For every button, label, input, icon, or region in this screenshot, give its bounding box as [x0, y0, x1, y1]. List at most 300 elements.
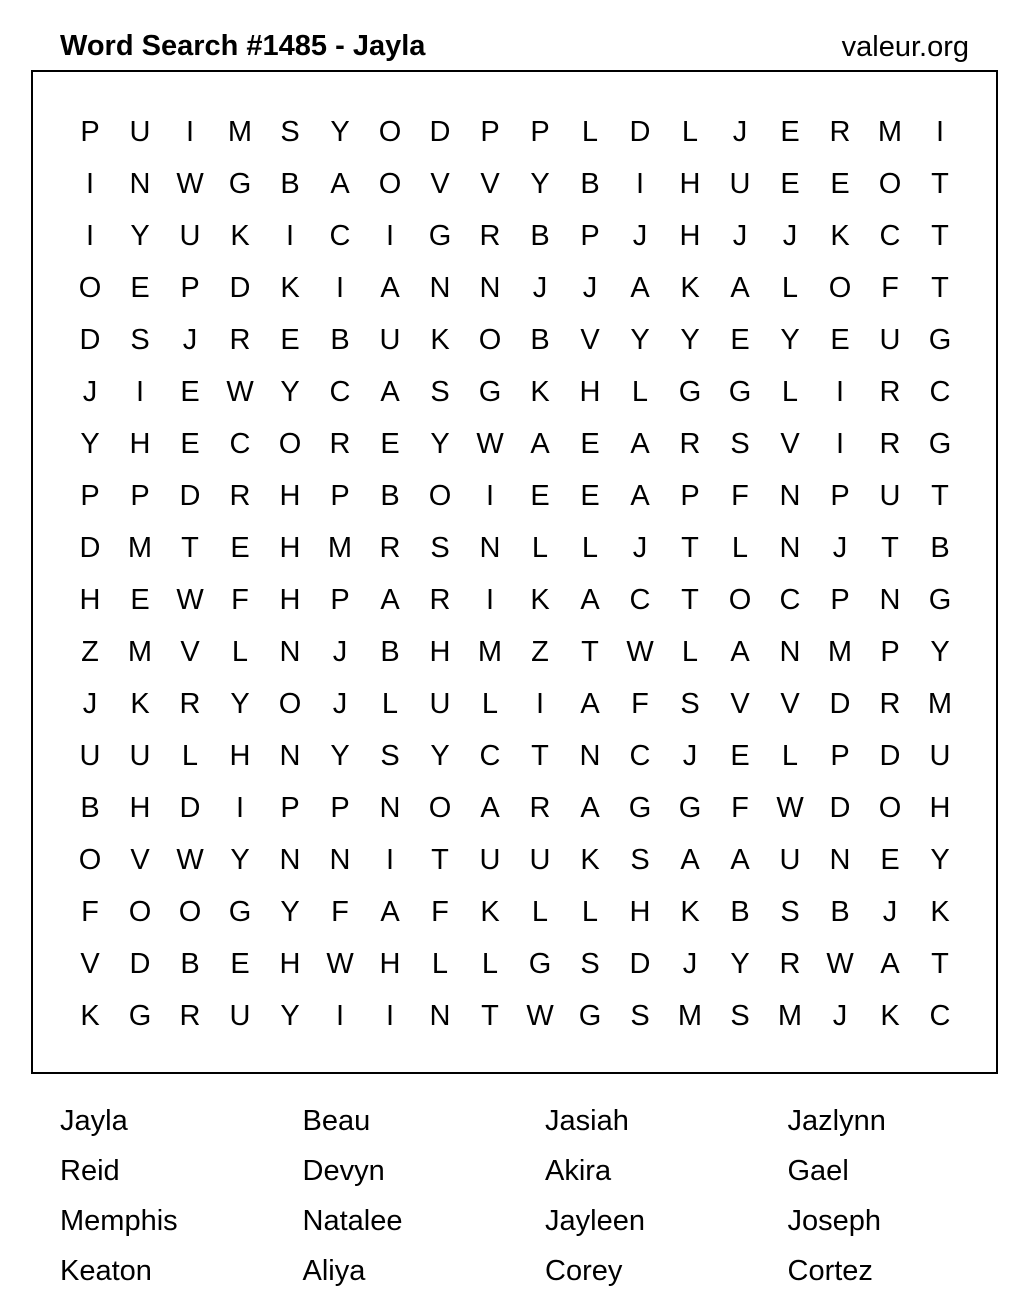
grid-letter[interactable]: J — [782, 219, 798, 252]
grid-letter[interactable]: J — [332, 635, 348, 668]
grid-letter[interactable]: P — [330, 791, 350, 824]
grid-letter[interactable]: J — [832, 531, 848, 564]
grid-letter[interactable]: V — [80, 947, 100, 980]
grid-letter[interactable]: C — [329, 375, 351, 408]
grid-letter[interactable]: V — [780, 687, 800, 720]
grid-letter[interactable]: F — [631, 687, 649, 720]
grid-letter[interactable]: K — [680, 895, 700, 928]
grid-letter[interactable]: J — [682, 947, 698, 980]
grid-letter[interactable]: Y — [330, 739, 350, 772]
grid-letter[interactable]: H — [629, 895, 651, 928]
grid-letter[interactable]: U — [479, 843, 501, 876]
grid-letter[interactable]: O — [828, 271, 852, 304]
grid-letter[interactable]: P — [330, 479, 350, 512]
grid-letter[interactable]: O — [78, 843, 102, 876]
grid-letter[interactable]: C — [629, 583, 651, 616]
grid-letter[interactable]: S — [780, 895, 800, 928]
grid-letter[interactable]: P — [580, 219, 600, 252]
grid-letter[interactable]: K — [530, 583, 550, 616]
grid-letter[interactable]: Z — [81, 635, 99, 668]
grid-letter[interactable]: K — [880, 999, 900, 1032]
grid-letter[interactable]: J — [732, 115, 748, 148]
grid-letter[interactable]: H — [579, 375, 601, 408]
grid-letter[interactable]: B — [930, 531, 950, 564]
grid-letter[interactable]: C — [879, 219, 901, 252]
grid-letter[interactable]: H — [129, 427, 151, 460]
grid-letter[interactable]: M — [777, 999, 803, 1032]
grid-letter[interactable]: Y — [80, 427, 100, 460]
grid-letter[interactable]: B — [80, 791, 100, 824]
grid-letter[interactable]: K — [80, 999, 100, 1032]
grid-letter[interactable]: T — [681, 531, 699, 564]
grid-letter[interactable]: L — [381, 687, 399, 720]
grid-letter[interactable]: W — [176, 843, 204, 876]
grid-letter[interactable]: A — [330, 167, 350, 200]
grid-letter[interactable]: J — [182, 323, 198, 356]
grid-letter[interactable]: Y — [280, 999, 300, 1032]
grid-letter[interactable]: V — [780, 427, 800, 460]
grid-letter[interactable]: T — [931, 219, 949, 252]
grid-letter[interactable]: E — [130, 271, 150, 304]
grid-letter[interactable]: S — [680, 687, 700, 720]
grid-letter[interactable]: A — [480, 791, 500, 824]
grid-letter[interactable]: R — [529, 791, 551, 824]
grid-letter[interactable]: I — [135, 375, 145, 408]
grid-letter[interactable]: C — [929, 999, 951, 1032]
grid-letter[interactable]: S — [730, 427, 750, 460]
grid-letter[interactable]: E — [380, 427, 400, 460]
grid-letter[interactable]: L — [631, 375, 649, 408]
grid-letter[interactable]: N — [279, 635, 301, 668]
grid-letter[interactable]: Y — [230, 843, 250, 876]
grid-letter[interactable]: U — [529, 843, 551, 876]
grid-letter[interactable]: T — [931, 271, 949, 304]
grid-letter[interactable]: J — [732, 219, 748, 252]
grid-letter[interactable]: P — [330, 583, 350, 616]
grid-letter[interactable]: P — [480, 115, 500, 148]
grid-letter[interactable]: H — [279, 531, 301, 564]
grid-letter[interactable]: N — [779, 531, 801, 564]
grid-letter[interactable]: Y — [530, 167, 550, 200]
grid-letter[interactable]: O — [178, 895, 202, 928]
grid-letter[interactable]: J — [682, 739, 698, 772]
grid-letter[interactable]: R — [829, 115, 851, 148]
grid-letter[interactable]: I — [485, 583, 495, 616]
grid-letter[interactable]: E — [280, 323, 300, 356]
grid-letter[interactable]: S — [430, 531, 450, 564]
grid-letter[interactable]: E — [830, 323, 850, 356]
grid-letter[interactable]: O — [378, 167, 402, 200]
grid-letter[interactable]: J — [332, 687, 348, 720]
grid-letter[interactable]: N — [129, 167, 151, 200]
grid-letter[interactable]: E — [130, 583, 150, 616]
grid-letter[interactable]: D — [179, 479, 201, 512]
grid-letter[interactable]: U — [129, 739, 151, 772]
grid-letter[interactable]: M — [677, 999, 703, 1032]
grid-letter[interactable]: E — [180, 375, 200, 408]
grid-letter[interactable]: N — [829, 843, 851, 876]
grid-letter[interactable]: K — [930, 895, 950, 928]
grid-letter[interactable]: N — [429, 999, 451, 1032]
grid-letter[interactable]: E — [730, 739, 750, 772]
grid-letter[interactable]: O — [378, 115, 402, 148]
grid-letter[interactable]: Y — [130, 219, 150, 252]
grid-letter[interactable]: N — [879, 583, 901, 616]
grid-letter[interactable]: W — [176, 167, 204, 200]
grid-letter[interactable]: P — [830, 479, 850, 512]
grid-letter[interactable]: K — [680, 271, 700, 304]
grid-letter[interactable]: U — [879, 479, 901, 512]
grid-letter[interactable]: R — [679, 427, 701, 460]
grid-letter[interactable]: G — [228, 895, 252, 928]
grid-letter[interactable]: Y — [430, 739, 450, 772]
grid-letter[interactable]: K — [830, 219, 850, 252]
grid-letter[interactable]: R — [429, 583, 451, 616]
grid-letter[interactable]: E — [580, 479, 600, 512]
grid-letter[interactable]: A — [380, 895, 400, 928]
grid-letter[interactable]: N — [479, 531, 501, 564]
grid-letter[interactable]: R — [879, 427, 901, 460]
grid-letter[interactable]: M — [827, 635, 853, 668]
grid-letter[interactable]: N — [279, 739, 301, 772]
grid-letter[interactable]: L — [781, 375, 799, 408]
grid-letter[interactable]: U — [129, 115, 151, 148]
grid-letter[interactable]: L — [231, 635, 249, 668]
grid-letter[interactable]: P — [830, 739, 850, 772]
grid-letter[interactable]: K — [280, 271, 300, 304]
grid-letter[interactable]: G — [478, 375, 502, 408]
grid-letter[interactable]: A — [680, 843, 700, 876]
grid-letter[interactable]: S — [580, 947, 600, 980]
grid-letter[interactable]: O — [78, 271, 102, 304]
grid-letter[interactable]: Y — [230, 687, 250, 720]
grid-letter[interactable]: H — [129, 791, 151, 824]
grid-letter[interactable]: A — [730, 635, 750, 668]
grid-letter[interactable]: R — [779, 947, 801, 980]
grid-letter[interactable]: Y — [730, 947, 750, 980]
grid-letter[interactable]: D — [629, 115, 651, 148]
grid-letter[interactable]: L — [481, 687, 499, 720]
grid-letter[interactable]: V — [580, 323, 600, 356]
grid-letter[interactable]: B — [380, 635, 400, 668]
grid-letter[interactable]: E — [580, 427, 600, 460]
grid-letter[interactable]: G — [678, 375, 702, 408]
grid-letter[interactable]: V — [130, 843, 150, 876]
grid-letter[interactable]: I — [335, 999, 345, 1032]
grid-letter[interactable]: R — [379, 531, 401, 564]
grid-letter[interactable]: N — [479, 271, 501, 304]
grid-letter[interactable]: G — [728, 375, 752, 408]
grid-letter[interactable]: D — [829, 687, 851, 720]
grid-letter[interactable]: Y — [280, 895, 300, 928]
grid-letter[interactable]: A — [380, 375, 400, 408]
grid-letter[interactable]: C — [629, 739, 651, 772]
grid-letter[interactable]: J — [82, 375, 98, 408]
grid-letter[interactable]: T — [181, 531, 199, 564]
grid-letter[interactable]: L — [481, 947, 499, 980]
grid-letter[interactable]: Y — [280, 375, 300, 408]
grid-letter[interactable]: A — [630, 479, 650, 512]
grid-letter[interactable]: B — [330, 323, 350, 356]
grid-letter[interactable]: F — [81, 895, 99, 928]
grid-letter[interactable]: A — [880, 947, 900, 980]
grid-letter[interactable]: K — [430, 323, 450, 356]
grid-letter[interactable]: K — [530, 375, 550, 408]
grid-letter[interactable]: A — [380, 271, 400, 304]
grid-letter[interactable]: Y — [330, 115, 350, 148]
grid-letter[interactable]: L — [781, 739, 799, 772]
grid-letter[interactable]: H — [279, 583, 301, 616]
grid-letter[interactable]: E — [780, 167, 800, 200]
grid-letter[interactable]: T — [681, 583, 699, 616]
grid-letter[interactable]: P — [530, 115, 550, 148]
grid-letter[interactable]: G — [928, 427, 952, 460]
grid-letter[interactable]: E — [230, 531, 250, 564]
grid-letter[interactable]: F — [231, 583, 249, 616]
grid-letter[interactable]: O — [128, 895, 152, 928]
grid-letter[interactable]: H — [679, 167, 701, 200]
grid-letter[interactable]: S — [380, 739, 400, 772]
grid-letter[interactable]: A — [730, 843, 750, 876]
grid-letter[interactable]: O — [728, 583, 752, 616]
grid-letter[interactable]: I — [85, 167, 95, 200]
grid-letter[interactable]: U — [729, 167, 751, 200]
grid-letter[interactable]: N — [429, 271, 451, 304]
grid-letter[interactable]: R — [179, 687, 201, 720]
grid-letter[interactable]: R — [329, 427, 351, 460]
grid-letter[interactable]: B — [280, 167, 300, 200]
grid-letter[interactable]: L — [431, 947, 449, 980]
grid-letter[interactable]: L — [781, 271, 799, 304]
grid-letter[interactable]: M — [477, 635, 503, 668]
grid-letter[interactable]: F — [881, 271, 899, 304]
grid-letter[interactable]: G — [228, 167, 252, 200]
grid-letter[interactable]: H — [79, 583, 101, 616]
grid-letter[interactable]: S — [430, 375, 450, 408]
grid-letter[interactable]: T — [931, 167, 949, 200]
grid-letter[interactable]: I — [185, 115, 195, 148]
grid-letter[interactable]: T — [431, 843, 449, 876]
grid-letter[interactable]: W — [476, 427, 504, 460]
grid-letter[interactable]: N — [779, 479, 801, 512]
grid-letter[interactable]: B — [180, 947, 200, 980]
grid-letter[interactable]: B — [830, 895, 850, 928]
grid-letter[interactable]: J — [582, 271, 598, 304]
grid-letter[interactable]: C — [779, 583, 801, 616]
grid-letter[interactable]: L — [731, 531, 749, 564]
grid-letter[interactable]: Y — [930, 843, 950, 876]
grid-letter[interactable]: P — [180, 271, 200, 304]
grid-letter[interactable]: M — [227, 115, 253, 148]
grid-letter[interactable]: J — [882, 895, 898, 928]
grid-letter[interactable]: O — [428, 791, 452, 824]
grid-letter[interactable]: D — [229, 271, 251, 304]
grid-letter[interactable]: S — [730, 999, 750, 1032]
grid-letter[interactable]: F — [431, 895, 449, 928]
grid-letter[interactable]: V — [430, 167, 450, 200]
grid-letter[interactable]: Y — [630, 323, 650, 356]
grid-letter[interactable]: W — [626, 635, 654, 668]
grid-letter[interactable]: Z — [531, 635, 549, 668]
grid-letter[interactable]: M — [327, 531, 353, 564]
grid-letter[interactable]: P — [280, 791, 300, 824]
grid-letter[interactable]: G — [628, 791, 652, 824]
grid-letter[interactable]: C — [929, 375, 951, 408]
grid-letter[interactable]: A — [530, 427, 550, 460]
grid-letter[interactable]: M — [927, 687, 953, 720]
grid-letter[interactable]: E — [730, 323, 750, 356]
grid-letter[interactable]: T — [931, 947, 949, 980]
grid-letter[interactable]: I — [535, 687, 545, 720]
grid-letter[interactable]: L — [531, 895, 549, 928]
grid-letter[interactable]: E — [230, 947, 250, 980]
grid-letter[interactable]: I — [285, 219, 295, 252]
grid-letter[interactable]: D — [129, 947, 151, 980]
grid-letter[interactable]: L — [581, 531, 599, 564]
grid-letter[interactable]: G — [678, 791, 702, 824]
grid-letter[interactable]: Y — [430, 427, 450, 460]
grid-letter[interactable]: F — [731, 479, 749, 512]
grid-letter[interactable]: U — [79, 739, 101, 772]
grid-letter[interactable]: I — [485, 479, 495, 512]
grid-letter[interactable]: L — [681, 635, 699, 668]
grid-letter[interactable]: L — [531, 531, 549, 564]
grid-letter[interactable]: E — [530, 479, 550, 512]
grid-letter[interactable]: I — [335, 271, 345, 304]
grid-letter[interactable]: D — [879, 739, 901, 772]
grid-letter[interactable]: U — [779, 843, 801, 876]
grid-letter[interactable]: D — [829, 791, 851, 824]
grid-letter[interactable]: E — [830, 167, 850, 200]
grid-letter[interactable]: N — [279, 843, 301, 876]
grid-letter[interactable]: R — [229, 479, 251, 512]
grid-letter[interactable]: N — [379, 791, 401, 824]
grid-letter[interactable]: T — [481, 999, 499, 1032]
grid-letter[interactable]: B — [580, 167, 600, 200]
grid-letter[interactable]: N — [779, 635, 801, 668]
grid-letter[interactable]: I — [635, 167, 645, 200]
grid-letter[interactable]: B — [730, 895, 750, 928]
grid-letter[interactable]: H — [229, 739, 251, 772]
grid-letter[interactable]: W — [776, 791, 804, 824]
grid-letter[interactable]: T — [881, 531, 899, 564]
grid-letter[interactable]: O — [878, 167, 902, 200]
grid-letter[interactable]: I — [385, 843, 395, 876]
grid-letter[interactable]: I — [935, 115, 945, 148]
grid-letter[interactable]: B — [380, 479, 400, 512]
grid-letter[interactable]: I — [385, 999, 395, 1032]
grid-letter[interactable]: W — [826, 947, 854, 980]
grid-letter[interactable]: W — [526, 999, 554, 1032]
grid-letter[interactable]: L — [681, 115, 699, 148]
grid-letter[interactable]: K — [580, 843, 600, 876]
grid-letter[interactable]: D — [79, 323, 101, 356]
grid-letter[interactable]: P — [830, 583, 850, 616]
grid-letter[interactable]: P — [80, 115, 100, 148]
grid-letter[interactable]: T — [531, 739, 549, 772]
grid-letter[interactable]: A — [630, 271, 650, 304]
grid-letter[interactable]: J — [82, 687, 98, 720]
grid-letter[interactable]: P — [80, 479, 100, 512]
grid-letter[interactable]: U — [429, 687, 451, 720]
grid-letter[interactable]: G — [928, 323, 952, 356]
grid-letter[interactable]: W — [326, 947, 354, 980]
grid-letter[interactable]: I — [835, 375, 845, 408]
grid-letter[interactable]: H — [429, 635, 451, 668]
grid-letter[interactable]: Y — [680, 323, 700, 356]
grid-letter[interactable]: C — [329, 219, 351, 252]
grid-letter[interactable]: G — [528, 947, 552, 980]
grid-letter[interactable]: D — [629, 947, 651, 980]
grid-letter[interactable]: H — [279, 479, 301, 512]
grid-letter[interactable]: J — [832, 999, 848, 1032]
grid-letter[interactable]: W — [226, 375, 254, 408]
grid-letter[interactable]: R — [229, 323, 251, 356]
grid-letter[interactable]: T — [931, 479, 949, 512]
grid-letter[interactable]: J — [632, 531, 648, 564]
grid-letter[interactable]: V — [180, 635, 200, 668]
grid-letter[interactable]: F — [331, 895, 349, 928]
grid-letter[interactable]: E — [780, 115, 800, 148]
grid-letter[interactable]: O — [278, 687, 302, 720]
grid-letter[interactable]: O — [428, 479, 452, 512]
grid-letter[interactable]: T — [581, 635, 599, 668]
grid-letter[interactable]: B — [530, 323, 550, 356]
grid-letter[interactable]: I — [235, 791, 245, 824]
grid-letter[interactable]: A — [580, 583, 600, 616]
grid-letter[interactable]: U — [929, 739, 951, 772]
grid-letter[interactable]: L — [181, 739, 199, 772]
grid-letter[interactable]: P — [680, 479, 700, 512]
grid-letter[interactable]: E — [180, 427, 200, 460]
grid-letter[interactable]: U — [379, 323, 401, 356]
grid-letter[interactable]: J — [632, 219, 648, 252]
grid-letter[interactable]: K — [130, 687, 150, 720]
grid-letter[interactable]: I — [85, 219, 95, 252]
grid-letter[interactable]: O — [878, 791, 902, 824]
grid-letter[interactable]: F — [731, 791, 749, 824]
grid-letter[interactable]: V — [730, 687, 750, 720]
grid-letter[interactable]: H — [279, 947, 301, 980]
grid-letter[interactable]: S — [280, 115, 300, 148]
grid-letter[interactable]: U — [179, 219, 201, 252]
grid-letter[interactable]: D — [79, 531, 101, 564]
grid-letter[interactable]: G — [128, 999, 152, 1032]
grid-letter[interactable]: S — [630, 843, 650, 876]
grid-letter[interactable]: R — [479, 219, 501, 252]
grid-letter[interactable]: H — [379, 947, 401, 980]
grid-letter[interactable]: C — [229, 427, 251, 460]
grid-letter[interactable]: V — [480, 167, 500, 200]
grid-letter[interactable]: U — [229, 999, 251, 1032]
grid-letter[interactable]: G — [578, 999, 602, 1032]
grid-letter[interactable]: L — [581, 115, 599, 148]
grid-letter[interactable]: K — [480, 895, 500, 928]
grid-letter[interactable]: H — [679, 219, 701, 252]
grid-letter[interactable]: J — [532, 271, 548, 304]
grid-letter[interactable]: R — [879, 687, 901, 720]
grid-letter[interactable]: R — [179, 999, 201, 1032]
grid-letter[interactable]: W — [176, 583, 204, 616]
grid-letter[interactable]: A — [630, 427, 650, 460]
grid-letter[interactable]: K — [230, 219, 250, 252]
grid-letter[interactable]: D — [179, 791, 201, 824]
grid-letter[interactable]: B — [530, 219, 550, 252]
grid-letter[interactable]: C — [479, 739, 501, 772]
grid-letter[interactable]: A — [580, 791, 600, 824]
grid-letter[interactable]: N — [579, 739, 601, 772]
letter-grid[interactable] — [65, 106, 965, 1042]
